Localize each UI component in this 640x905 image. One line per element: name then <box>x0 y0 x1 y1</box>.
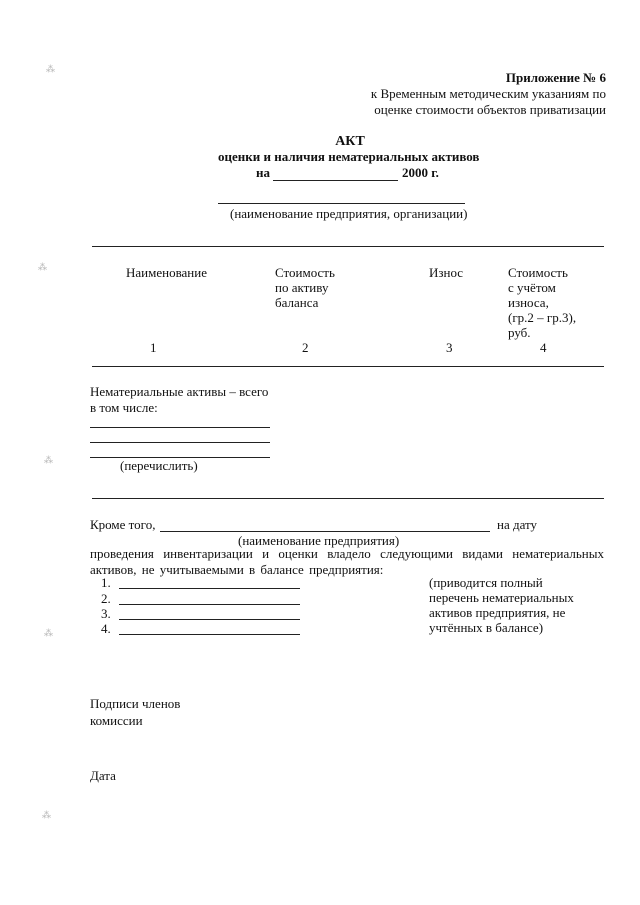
date-prefix: на <box>256 165 270 180</box>
column-number-1: 1 <box>150 340 157 355</box>
column-number-2: 2 <box>302 340 309 355</box>
besides-note: (приводится полный перечень нематериальных активов предприятия, не учтённых в балансе) <box>429 575 574 635</box>
column-number-3: 3 <box>446 340 453 355</box>
column-number-4: 4 <box>540 340 547 355</box>
besides-paragraph: проведения инвентаризации и оценки владело следующими видами нематериальных активов, не учитываемыми в балансе предприятия: <box>90 546 604 577</box>
besides-enterprise-blank <box>160 531 490 532</box>
date-suffix: 2000 г. <box>402 165 439 180</box>
scan-mark: ⁂ <box>46 64 55 74</box>
besides-suffix: на дату <box>497 517 538 532</box>
appendix-line-1: к Временным методическим указаниям по <box>370 86 606 101</box>
section-rule <box>92 498 604 499</box>
besides-item-blank <box>119 604 300 605</box>
table-top-rule <box>92 246 604 247</box>
besides-item-number: 4. <box>101 621 111 636</box>
asset-blank-line <box>90 427 270 428</box>
besides-item-blank <box>119 619 300 620</box>
enterprise-caption: (наименование предприятия, организации) <box>230 206 468 221</box>
asset-blank-line <box>90 442 270 443</box>
column-header-net-value: Стоимость с учётом износа, (гр.2 – гр.3), руб. <box>508 265 577 340</box>
asset-list-caption: (перечислить) <box>120 458 198 473</box>
besides-item-blank <box>119 634 300 635</box>
enterprise-name-blank <box>218 203 465 204</box>
appendix-line-2: оценке стоимости объектов приватизации <box>374 102 606 117</box>
besides-item-blank <box>119 588 300 589</box>
besides-prefix: Кроме того, <box>90 517 156 532</box>
column-header-depreciation: Износ <box>429 265 464 280</box>
document-title: АКТ <box>335 134 365 149</box>
besides-item-number: 2. <box>101 591 111 606</box>
besides-item-number: 3. <box>101 606 111 621</box>
scan-mark: ⁂ <box>44 628 53 638</box>
date-blank <box>273 180 398 181</box>
scan-mark: ⁂ <box>44 455 53 465</box>
scan-mark: ⁂ <box>38 262 47 272</box>
besides-item-number: 1. <box>101 575 111 590</box>
document-subtitle: оценки и наличия нематериальных активов <box>218 149 480 164</box>
signatures-label: Подписи членов комиссии <box>90 696 181 728</box>
table-bottom-rule <box>92 366 604 367</box>
appendix-title: Приложение № 6 <box>505 70 606 85</box>
scan-mark: ⁂ <box>42 810 51 820</box>
column-header-name: Наименование <box>126 265 207 280</box>
assets-total-label: Нематериальные активы – всего <box>90 384 269 399</box>
assets-including-label: в том числе: <box>90 400 158 415</box>
date-label: Дата <box>90 768 116 783</box>
besides-caption: (наименование предприятия) <box>238 533 400 548</box>
column-header-book-value: Стоимость по активу баланса <box>275 265 335 310</box>
